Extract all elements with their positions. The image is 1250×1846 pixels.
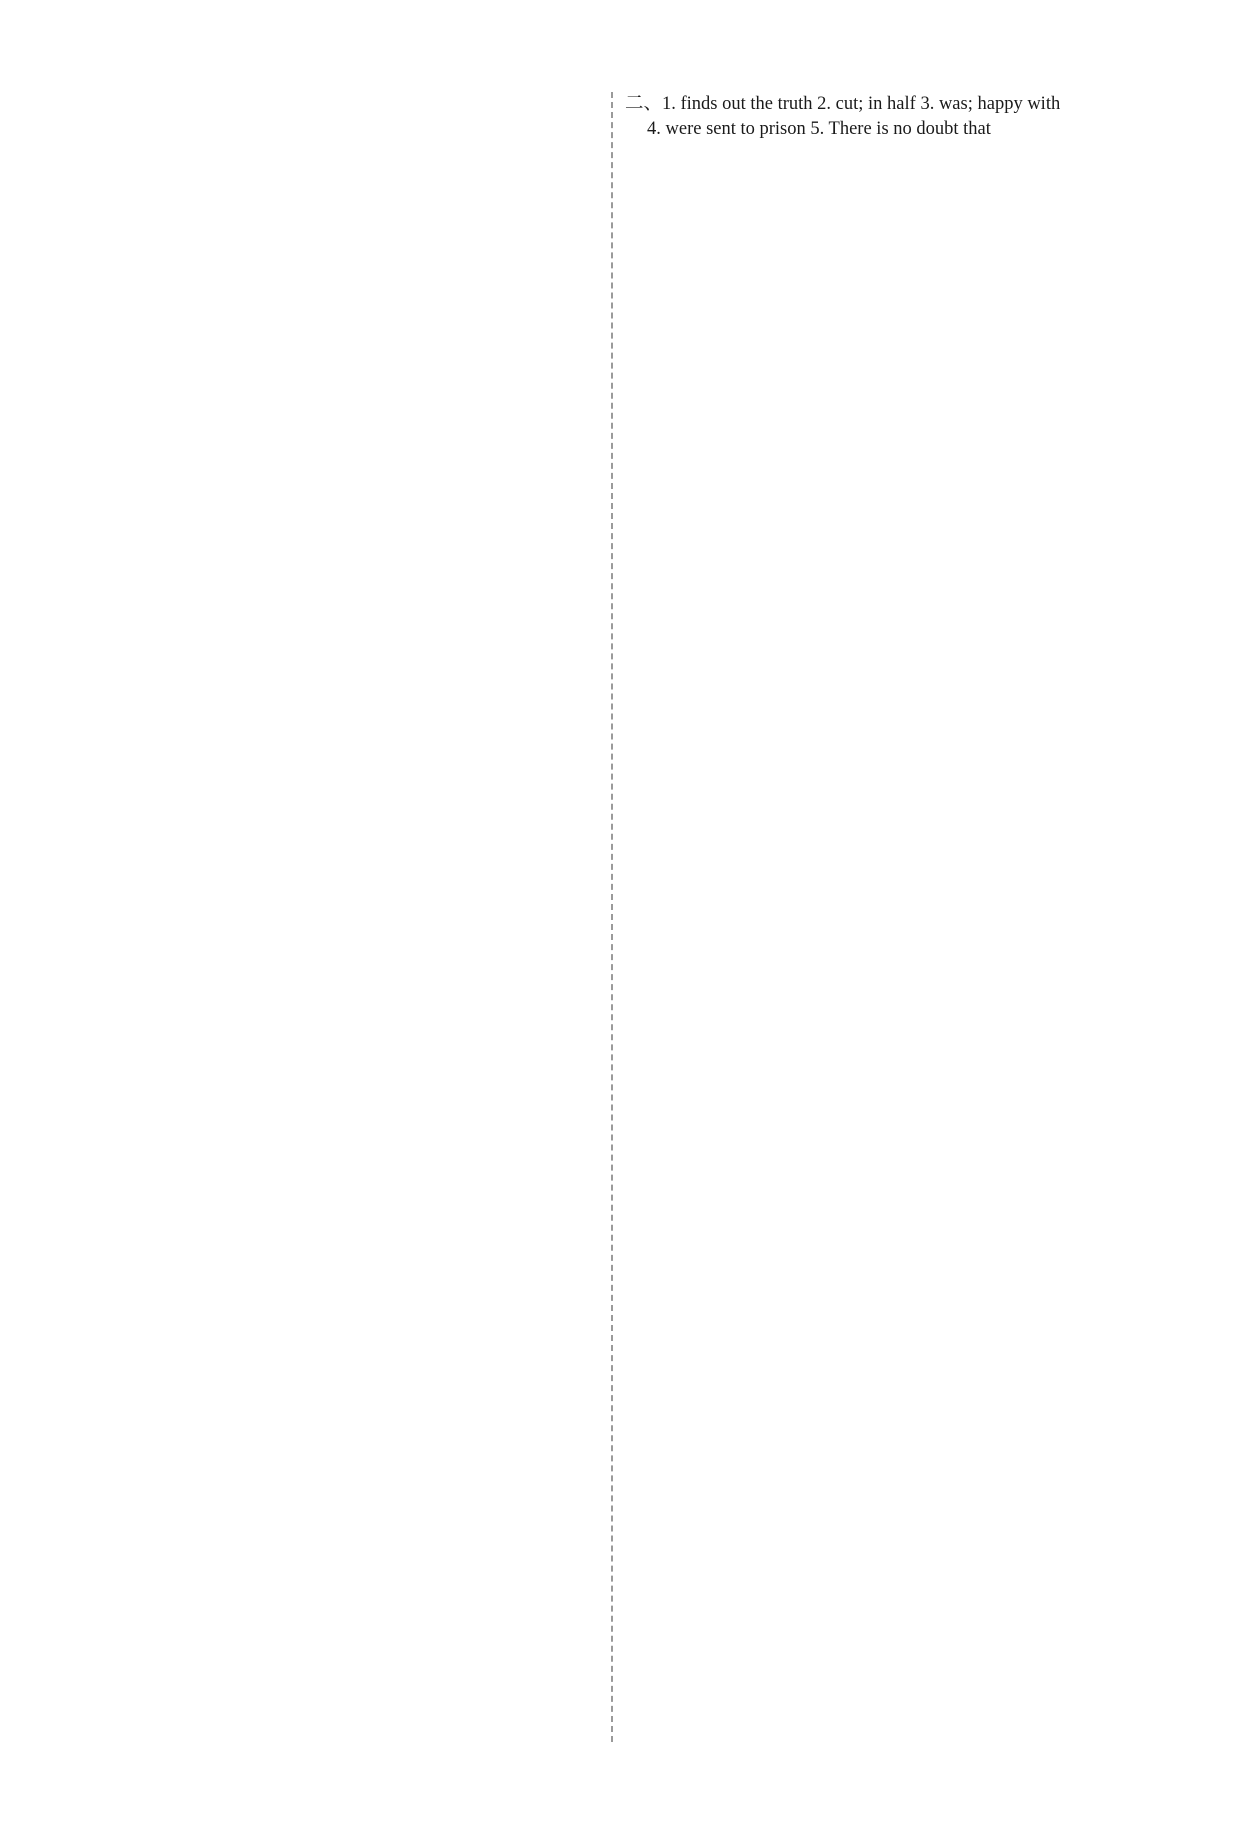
blank-line <box>55 1125 605 1150</box>
blank-line <box>625 510 1165 535</box>
blank-line <box>625 338 1165 363</box>
blank-line <box>625 953 1165 978</box>
blank-line <box>55 264 605 289</box>
blank-line <box>55 1420 605 1445</box>
blank-line <box>625 1100 1165 1125</box>
blank-line <box>55 756 605 781</box>
blank-line <box>55 1543 605 1568</box>
blank-line <box>55 1322 605 1347</box>
blank-line <box>625 682 1165 707</box>
blank-line <box>625 1715 1165 1740</box>
blank-line <box>625 240 1165 265</box>
blank-line <box>55 658 605 683</box>
blank-line <box>625 854 1165 879</box>
blank-line <box>625 731 1165 756</box>
blank-line <box>625 1125 1165 1150</box>
blank-line <box>55 1346 605 1371</box>
blank-line <box>55 805 605 830</box>
blank-line <box>55 731 605 756</box>
blank-line <box>625 1617 1165 1642</box>
blank-line <box>625 1346 1165 1371</box>
blank-line <box>625 1666 1165 1691</box>
blank-line <box>625 1445 1165 1470</box>
blank-line <box>625 215 1165 240</box>
answer-line: 二、1. finds out the truth 2. cut; in half 3. was; happy with <box>625 94 1061 114</box>
blank-line <box>55 1395 605 1420</box>
blank-line <box>55 1445 605 1470</box>
blank-line <box>625 486 1165 511</box>
blank-line <box>625 313 1165 338</box>
blank-line <box>55 510 605 535</box>
blank-line <box>55 1641 605 1666</box>
blank-line <box>625 1150 1165 1175</box>
blank-line <box>55 1223 605 1248</box>
blank-line <box>625 633 1165 658</box>
blank-line <box>625 264 1165 289</box>
blank-line <box>55 215 605 240</box>
blank-line <box>55 1273 605 1298</box>
blank-line <box>625 1568 1165 1593</box>
blank-line <box>625 1543 1165 1568</box>
blank-line <box>55 1150 605 1175</box>
blank-line <box>55 1691 605 1716</box>
blank-line <box>55 338 605 363</box>
blank-line <box>625 1518 1165 1543</box>
blank-line <box>55 1027 605 1052</box>
blank-line <box>55 1494 605 1519</box>
blank-line <box>55 1715 605 1740</box>
blank-line <box>625 879 1165 904</box>
blank-line <box>625 1248 1165 1273</box>
blank-line <box>625 1076 1165 1101</box>
blank-line <box>625 461 1165 486</box>
blank-line <box>55 854 605 879</box>
blank-line <box>625 1322 1165 1347</box>
blank-line <box>55 1617 605 1642</box>
blank-line <box>55 559 605 584</box>
blank-line <box>625 166 1165 191</box>
blank-line <box>625 1395 1165 1420</box>
blank-line <box>55 1666 605 1691</box>
blank-line <box>55 830 605 855</box>
blank-line <box>625 1691 1165 1716</box>
blank-line <box>625 977 1165 1002</box>
blank-line <box>55 141 605 166</box>
blank-line <box>625 1592 1165 1617</box>
blank-line <box>625 608 1165 633</box>
blank-line <box>55 486 605 511</box>
blank-line <box>625 928 1165 953</box>
left-column <box>55 92 605 1740</box>
blank-line <box>625 756 1165 781</box>
blank-line <box>625 535 1165 560</box>
blank-line <box>55 92 605 117</box>
blank-line <box>55 1371 605 1396</box>
blank-line <box>625 658 1165 683</box>
blank-line <box>55 904 605 929</box>
blank-line <box>55 1568 605 1593</box>
blank-line <box>55 313 605 338</box>
blank-line <box>55 608 605 633</box>
blank-line <box>625 289 1165 314</box>
blank-line <box>625 412 1165 437</box>
blank-line <box>55 1248 605 1273</box>
blank-line <box>55 1076 605 1101</box>
blank-line <box>55 117 605 142</box>
blank-line <box>55 977 605 1002</box>
blank-line <box>55 240 605 265</box>
blank-line <box>625 1420 1165 1445</box>
blank-line <box>55 535 605 560</box>
blank-line <box>625 830 1165 855</box>
blank-line <box>55 363 605 388</box>
blank-line <box>625 1002 1165 1027</box>
blank-line <box>625 805 1165 830</box>
blank-line <box>55 436 605 461</box>
blank-line <box>55 1051 605 1076</box>
blank-line <box>625 707 1165 732</box>
blank-line <box>55 412 605 437</box>
blank-line <box>55 1518 605 1543</box>
blank-line <box>625 1051 1165 1076</box>
blank-line <box>625 1297 1165 1322</box>
right-column <box>625 92 1165 1740</box>
blank-line <box>55 584 605 609</box>
blank-line <box>625 1641 1165 1666</box>
blank-line <box>55 707 605 732</box>
blank-line <box>625 1199 1165 1224</box>
blank-line <box>625 781 1165 806</box>
blank-line <box>625 1494 1165 1519</box>
blank-line <box>625 141 1165 166</box>
blank-line <box>55 781 605 806</box>
blank-line <box>55 1100 605 1125</box>
blank-line <box>625 1469 1165 1494</box>
blank-line <box>55 1199 605 1224</box>
blank-line <box>55 387 605 412</box>
blank-line <box>55 1469 605 1494</box>
blank-line <box>625 559 1165 584</box>
blank-line <box>625 1174 1165 1199</box>
answer-line: 4. were sent to prison 5. There is no doubt that <box>647 118 991 139</box>
blank-line <box>55 1174 605 1199</box>
blank-line <box>625 1371 1165 1396</box>
blank-line <box>55 1297 605 1322</box>
blank-line <box>625 436 1165 461</box>
blank-line <box>55 879 605 904</box>
blank-line <box>55 633 605 658</box>
blank-line <box>55 1002 605 1027</box>
blank-line <box>625 1223 1165 1248</box>
blank-line <box>625 1273 1165 1298</box>
blank-line <box>55 190 605 215</box>
blank-line <box>55 461 605 486</box>
blank-line <box>625 387 1165 412</box>
blank-line <box>625 904 1165 929</box>
blank-line <box>55 1592 605 1617</box>
blank-line <box>625 584 1165 609</box>
blank-line <box>55 166 605 191</box>
blank-line <box>55 928 605 953</box>
column-divider <box>611 92 613 1742</box>
blank-line <box>55 953 605 978</box>
blank-line <box>55 682 605 707</box>
blank-line <box>625 190 1165 215</box>
blank-line <box>625 363 1165 388</box>
blank-line <box>55 289 605 314</box>
blank-line <box>625 1027 1165 1052</box>
